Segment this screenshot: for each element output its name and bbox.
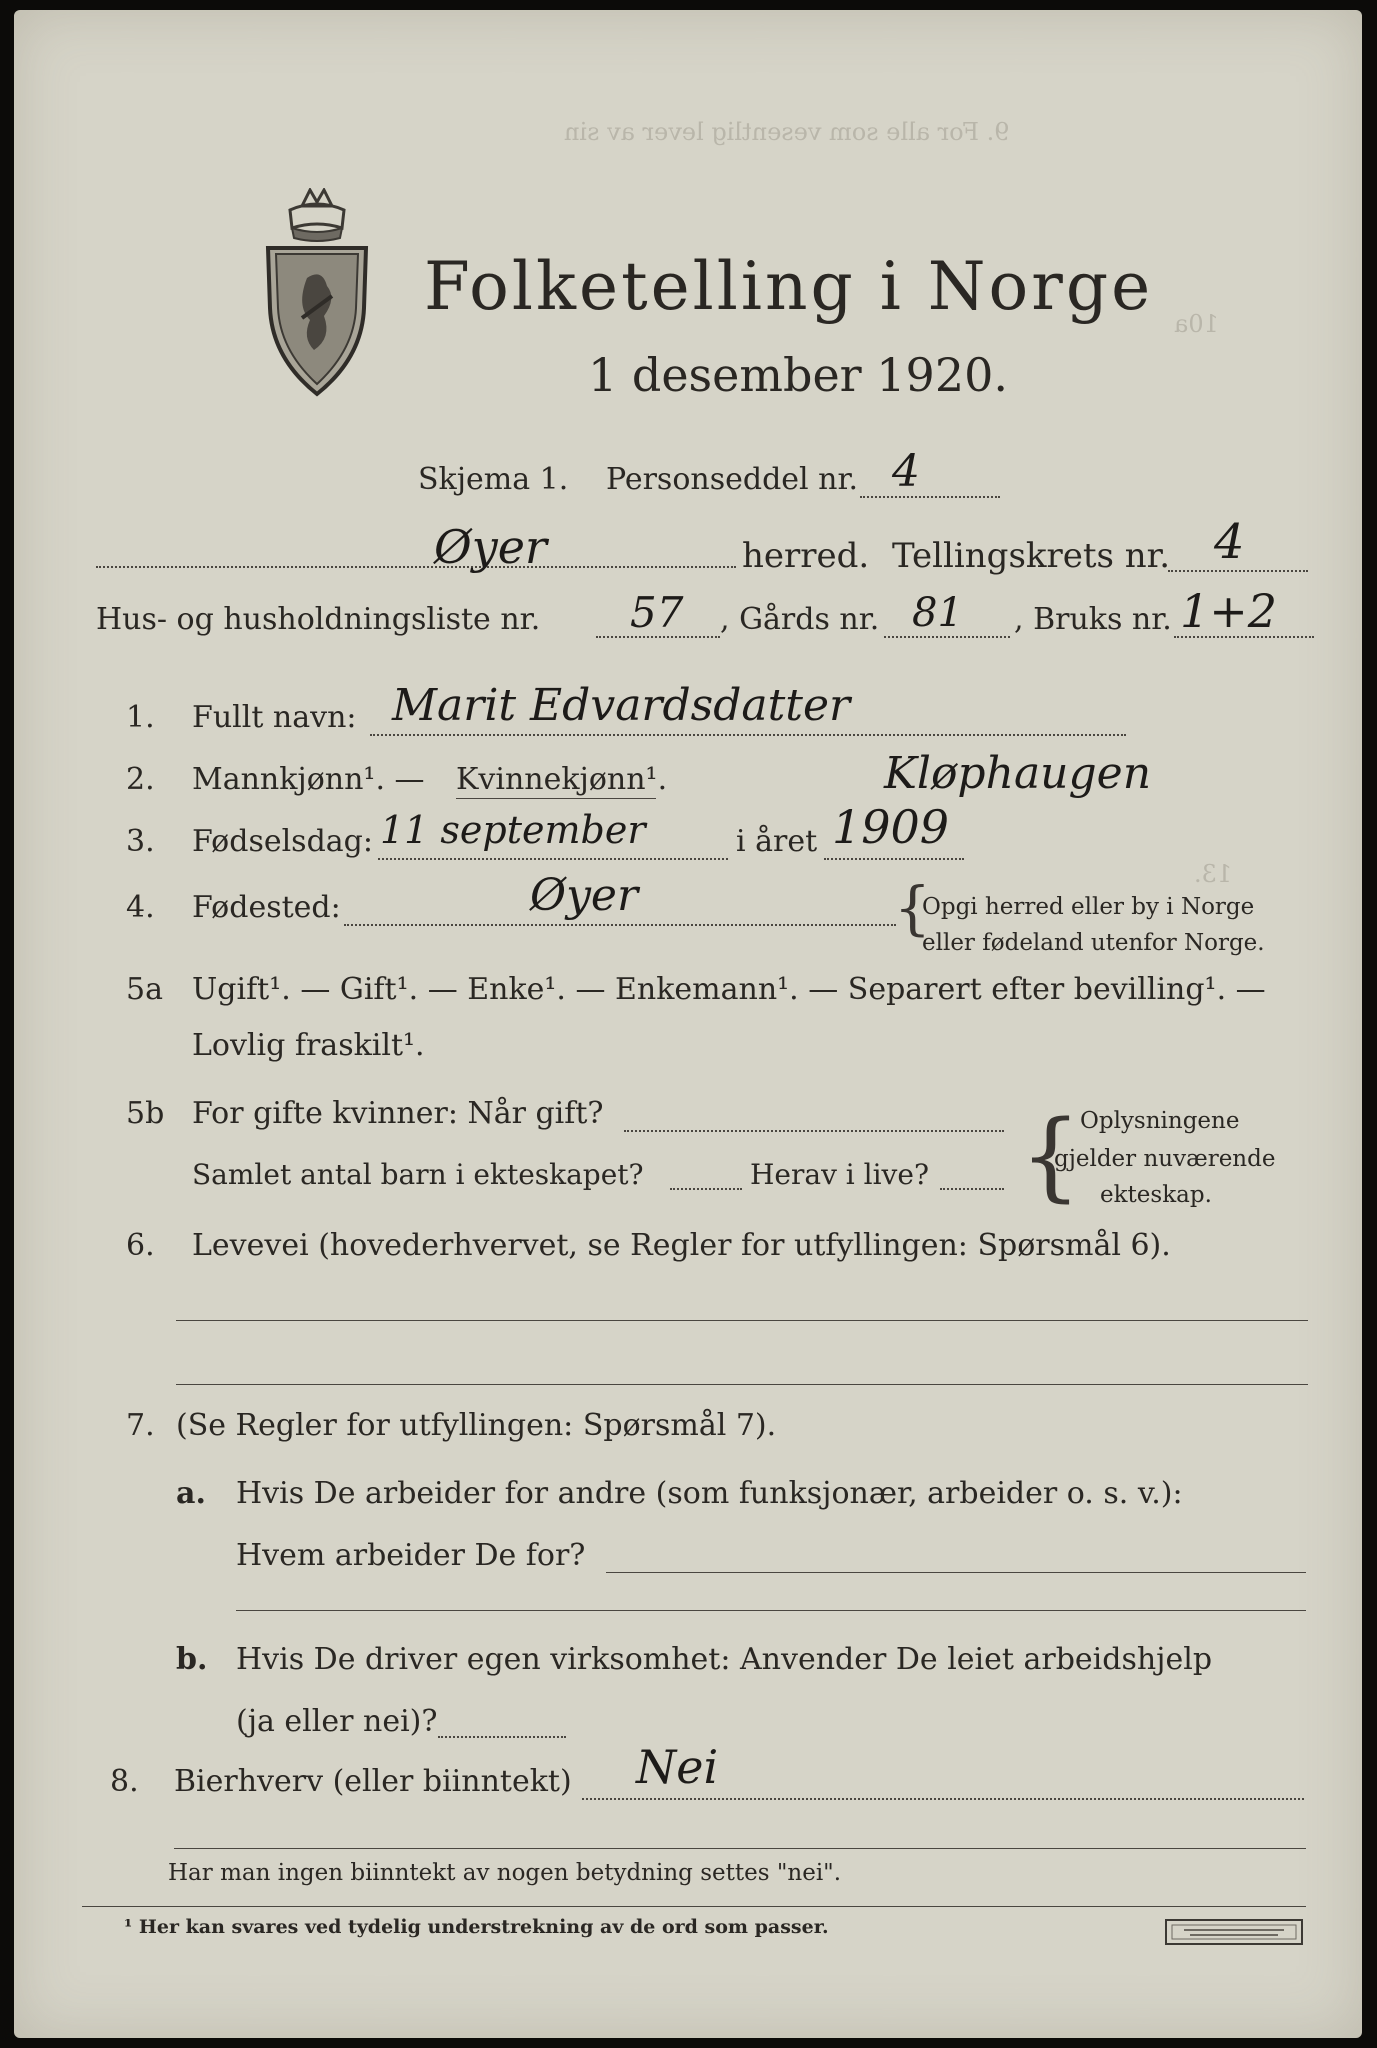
gards-line: [884, 636, 1010, 638]
bleed-through-text: 13.: [1194, 860, 1233, 888]
q2-farm-note: Kløphaugen: [884, 748, 1152, 799]
q3-value: 11 september: [380, 808, 646, 852]
q5a-number: 5a: [126, 972, 163, 1007]
census-form: [14, 10, 1362, 2038]
bruks-label: , Bruks nr.: [1014, 602, 1172, 637]
q4-line: [344, 924, 896, 926]
personseddel-label: Personseddel nr.: [606, 462, 859, 497]
q5a-line2: Lovlig fraskilt¹.: [192, 1028, 425, 1063]
q6-number: 6.: [126, 1228, 155, 1263]
notes-divider: [174, 1848, 1306, 1849]
q7a-employer-line: [606, 1572, 1306, 1573]
gards-label: , Gårds nr.: [720, 602, 880, 637]
q4-value: Øyer: [530, 870, 639, 921]
tellingskrets-line: [1168, 570, 1308, 572]
q4-number: 4.: [126, 890, 155, 925]
q7b-letter: b.: [176, 1642, 208, 1677]
census-date: 1 desember 1920.: [588, 348, 1008, 402]
q8-number: 8.: [110, 1764, 139, 1799]
q1-number: 1.: [126, 700, 155, 735]
herred-line: [96, 566, 736, 568]
q6-answer-line-2: [176, 1384, 1308, 1385]
bruks-value: 1+2: [1180, 584, 1278, 638]
gards-value: 81: [912, 590, 963, 636]
q5b-note-3: ekteskap.: [1100, 1182, 1212, 1208]
no-income-note: Har man ingen biinntekt av nogen betydning settes "nei".: [168, 1860, 842, 1886]
q5b-number: 5b: [126, 1096, 165, 1131]
q2-underline: [456, 798, 656, 799]
q7-number: 7.: [126, 1408, 155, 1443]
q1-label: Fullt navn:: [192, 700, 357, 735]
q7a-letter: a.: [176, 1476, 206, 1511]
footnote-divider: [82, 1906, 1306, 1907]
q5b-line1: For gifte kvinner: Når gift?: [192, 1096, 604, 1131]
norwegian-coat-of-arms-icon: [262, 188, 372, 398]
tellingskrets-label: Tellingskrets nr.: [892, 536, 1171, 576]
q7a-extra-line: [236, 1610, 1306, 1611]
q3-year-label: i året: [736, 824, 818, 859]
schema-label: Skjema 1.: [418, 462, 569, 497]
q5b-note-2: gjelder nuværende: [1054, 1146, 1276, 1172]
personseddel-line: [860, 496, 1000, 498]
tellingskrets-value: 4: [1214, 514, 1245, 570]
q5b-children-line: [670, 1188, 742, 1190]
bleed-through-text: 9. For alle som vesentlig lever av sin: [564, 118, 1010, 146]
q5b-alive-label: Herav i live?: [750, 1158, 929, 1191]
q5b-married-line: [624, 1130, 1004, 1132]
q3-label: Fødselsdag:: [192, 824, 373, 859]
q8-value: Nei: [636, 1740, 719, 1794]
q3-year-value: 1909: [832, 800, 950, 854]
personseddel-value: 4: [892, 446, 920, 497]
q5b-alive-line: [940, 1188, 1004, 1190]
bleed-through-text: 10a: [1174, 310, 1219, 338]
q4-hint-1: Opgi herred eller by i Norge: [922, 894, 1255, 920]
q7b-line2: (ja eller nei)?: [236, 1704, 438, 1739]
printer-stamp-icon: [1164, 1918, 1304, 1946]
q6-label: Levevei (hovederhvervet, se Regler for utfyllingen: Spørsmål 6).: [192, 1228, 1171, 1263]
footnote: ¹ Her kan svares ved tydelig understrekning av de ord som passer.: [124, 1916, 829, 1938]
q3-line: [378, 858, 728, 860]
q8-label: Bierhverv (eller biinntekt): [174, 1764, 572, 1799]
q4-brace: {: [894, 874, 931, 942]
q5b-note-1: Oplysningene: [1080, 1108, 1240, 1134]
q3-year-line: [824, 858, 964, 860]
q2-number: 2.: [126, 762, 155, 797]
q7a-line1: Hvis De arbeider for andre (som funksjonær, arbeider o. s. v.):: [236, 1476, 1183, 1511]
herred-value: Øyer: [434, 520, 547, 574]
herred-label: herred.: [742, 536, 870, 576]
q7b-answer-line: [438, 1736, 566, 1738]
q2-male: Mannkjønn¹. —: [192, 762, 425, 797]
q5a-line1: Ugift¹. — Gift¹. — Enke¹. — Enkemann¹. — Separert efter bevilling¹. —: [192, 972, 1266, 1007]
q2-female: Kvinnekjønn¹.: [456, 762, 668, 797]
q5b-children-label: Samlet antal barn i ekteskapet?: [192, 1158, 644, 1191]
form-title: Folketelling i Norge: [424, 248, 1154, 325]
q3-number: 3.: [126, 824, 155, 859]
q4-label: Fødested:: [192, 890, 341, 925]
q7b-line1: Hvis De driver egen virksomhet: Anvender De leiet arbeidshjelp: [236, 1642, 1213, 1677]
q1-value: Marit Edvardsdatter: [392, 680, 851, 731]
q8-line: [582, 1798, 1304, 1800]
hus-value: 57: [630, 588, 684, 637]
q4-hint-2: eller fødeland utenfor Norge.: [922, 930, 1265, 956]
q7a-line2: Hvem arbeider De for?: [236, 1538, 586, 1573]
q1-line: [370, 734, 1126, 736]
q6-answer-line-1: [176, 1320, 1308, 1321]
q5b-brace: {: [1020, 1100, 1082, 1212]
q7-label: (Se Regler for utfyllingen: Spørsmål 7).: [176, 1408, 777, 1443]
hus-label: Hus- og husholdningsliste nr.: [96, 602, 541, 637]
